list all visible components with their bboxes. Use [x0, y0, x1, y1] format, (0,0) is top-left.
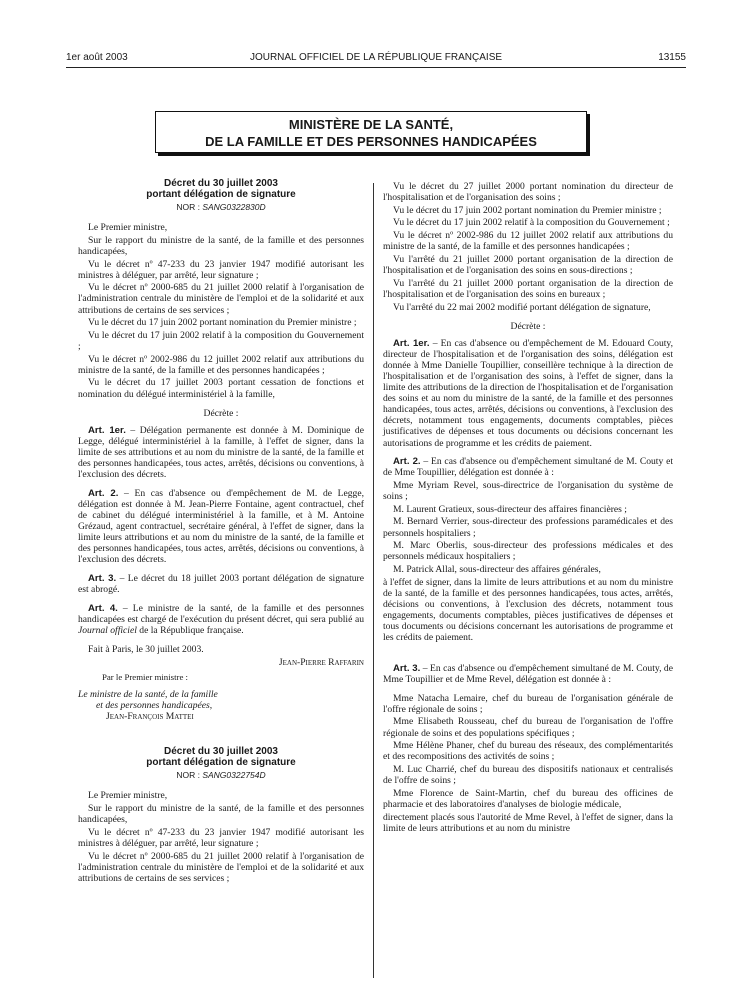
article	[383, 338, 673, 449]
delegate: M. Marc Oberlis, sous-directeur des professions médicales et des personnels médicaux hospitaliers ;	[383, 540, 673, 563]
paragraph: Vu le décret du 17 juin 2002 portant nomination du Premier ministre ;	[88, 317, 357, 329]
article-text: – Délégation permanente est donnée à M. Dominique de Legge, délégué interministériel à la famille, à l'effet de signer, dans la limite de ses attributions et au nom du ministre de la santé, de la famille et des personnes handicapées, tous actes, arrêtés, décisions ou conventions, à l'exclusion des décrets.	[78, 424, 364, 481]
par-le-premier-ministre: Par le Premier ministre :	[102, 671, 188, 682]
article-text: – En cas d'absence ou d'empêchement simultané de M. Couty, de Mme Toupillier et de Mme Revel, délégation est donnée à :	[383, 662, 673, 685]
article-text: de la République française.	[136, 625, 244, 637]
article-text: – En cas d'absence ou d'empêchement de M. Edouard Couty, directeur de l'hospitalisation et de l'organisation des soins, délégation est donnée à Mme Danielle Toupillier, conseillère technique à la direction de l'hospitalisation et de l'organisation des soins, à l'effet de signer, dans la limite des attributions de la direction de l'hospitalisation et de l'organisation des soins et au nom du ministre de la santé, de la famille et des personnes handicapées, tous actes, arrêtés, décisions ou conventions, à l'exclusion des décrets, notamment tous engagements, documents comptables, pièces justificatives de dépenses et tous documents ou décisions concernant les autorisations de programme et les crédits de paiement.	[383, 337, 673, 449]
article-label: Art. 2.	[88, 487, 119, 499]
paragraph: Vu l'arrêté du 21 juillet 2000 portant organisation de la direction de l'hospitalisation et de l'organisation des soins en bureaux ;	[383, 277, 673, 300]
done-at: Fait à Paris, le 30 juillet 2003.	[88, 643, 204, 655]
article-closing: à l'effet de signer, dans la limite de leurs attributions et au nom du ministre de la santé, de la famille et des personnes handicapées, tous actes, arrêtés, décisions ou conventions, à l'exclusion des décrets, notamment tous engagements, documents comptables, pièces justificatives de dépenses et tous documents ou décisions concernant les autorisations de programme et les crédits de paiement.	[383, 576, 673, 644]
article	[383, 456, 673, 478]
article-label: Art. 1er.	[393, 337, 430, 349]
paragraph: Vu le décret nº 2002-986 du 12 juillet 2002 relatif aux attributions du ministre de la santé, de la famille et des personnes handicapées ;	[78, 353, 364, 376]
nor-label: NOR :	[176, 202, 200, 212]
delegate: M. Laurent Gratieux, sous-directeur des affaires financières ;	[393, 503, 627, 515]
decree-1-title-line-2: portant délégation de signature	[146, 189, 296, 200]
decree-2-title	[78, 746, 364, 768]
paragraph: Vu le décret du 17 juin 2002 relatif à la composition du Gouvernement ;	[393, 217, 670, 229]
decree-1-nor	[78, 202, 364, 213]
paragraph: Vu le décret du 17 juin 2002 portant nomination du Premier ministre ;	[393, 204, 662, 216]
signatory-name: Jean-Pierre Raffarin	[278, 656, 364, 668]
paragraph: Vu l'arrêté du 22 mai 2002 modifié portant délégation de signature,	[393, 301, 651, 313]
paragraph: Vu le décret nº 2000-685 du 21 juillet 2000 relatif à l'organisation de l'administration centrale du ministère de l'emploi et de la solidarité et aux attributions de certains de ses services ;	[78, 282, 364, 316]
decree-1-decrete: Décrète :	[203, 407, 239, 419]
paragraph: Vu le décret nº 2000-685 du 21 juillet 2000 relatif à l'organisation de l'administration centrale du ministère de l'emploi et de la solidarité et aux attributions de certains de ses services ;	[78, 850, 364, 884]
paragraph: Vu le décret nº 2002-986 du 12 juillet 2002 relatif aux attributions du ministre de la santé, de la famille et des personnes handicapées ;	[383, 230, 673, 253]
minister-line-2: et des personnes handicapées,	[96, 700, 213, 712]
paragraph: Vu le décret nº 47-233 du 23 janvier 1947 modifié autorisant les ministres à déléguer, par arrêté, leur signature ;	[78, 826, 364, 849]
article	[78, 573, 364, 595]
delegate: Mme Elisabeth Rousseau, chef du bureau de l'organisation de l'offre régionale de soins et des populations spécifiques ;	[383, 716, 673, 739]
paragraph: Sur le rapport du ministre de la santé, de la famille et des personnes handicapées,	[78, 803, 364, 826]
nor-code: SANG0322754D	[202, 770, 266, 781]
paragraph: Vu l'arrêté du 21 juillet 2000 portant organisation de la direction de l'hospitalisation et de l'organisation des soins en sous-directions ;	[383, 253, 673, 277]
article	[78, 425, 364, 480]
nor-code: SANG0322830D	[202, 202, 266, 212]
paragraph: Vu le décret du 17 juillet 2003 portant cessation de fonctions et nomination du délégué interministériel à la famille,	[78, 377, 364, 400]
header-rule	[66, 67, 686, 68]
decree-2-title-line-1: Décret du 30 juillet 2003	[164, 746, 278, 758]
article	[383, 663, 673, 685]
article-text: – Le ministre de la santé, de la famille et des personnes handicapées est chargé de l'exécution du présent décret, qui sera publié au	[78, 602, 364, 625]
journal-officiel-ref: Journal officiel	[78, 625, 137, 637]
article	[78, 488, 364, 566]
delegate: M. Luc Charrié, chef du bureau des dispositifs nationaux et centralisés de l'offre de soins ;	[383, 764, 673, 787]
ministry-line-2: DE LA FAMILLE ET DES PERSONNES HANDICAPÉES	[205, 134, 537, 149]
column-divider	[373, 183, 374, 978]
article-closing: directement placés sous l'autorité de Mme Revel, à l'effet de signer, dans la limite de leurs attributions et au nom du ministre	[383, 811, 673, 834]
article-label: Art. 4.	[88, 602, 118, 614]
decree-2-decrete: Décrète :	[510, 320, 546, 332]
decree-2-title-line-2: portant délégation de signature	[146, 757, 296, 769]
article-label: Art. 3.	[393, 662, 421, 674]
article-label: Art. 2.	[393, 456, 421, 468]
paragraph: Vu le décret nº 47-233 du 23 janvier 1947 modifié autorisant les ministres à déléguer, par arrêté, leur signature ;	[78, 258, 364, 281]
right-column	[383, 181, 673, 835]
article-label: Art. 1er.	[88, 424, 126, 436]
article-text: – En cas d'absence ou d'empêchement simultané de M. Couty et de Mme Toupillier, délégation est donnée à :	[383, 456, 673, 479]
delegate: M. Bernard Verrier, sous-directeur des professions paramédicales et des personnels hospitaliers ;	[383, 516, 673, 539]
left-column	[78, 178, 364, 886]
minister-name: Jean-François Mattei	[106, 711, 194, 723]
delegate: Mme Natacha Lemaire, chef du bureau de l'organisation générale de l'offre régionale de soins ;	[383, 692, 673, 715]
article-text: – Le décret du 18 juillet 2003 portant délégation de signature est abrogé.	[78, 573, 364, 596]
delegate: Mme Hélène Phaner, chef du bureau des réseaux, des complémentarités et des recompositions des activités de soins ;	[383, 740, 673, 763]
page-number: 13155	[658, 52, 686, 63]
delegate: Mme Myriam Revel, sous-directrice de l'organisation du système de soins ;	[383, 480, 673, 503]
delegate: M. Patrick Allal, sous-directeur des affaires générales,	[393, 564, 601, 576]
ministry-line-1: MINISTÈRE DE LA SANTÉ,	[288, 117, 454, 132]
issue-date: 1er août 2003	[66, 52, 128, 63]
nor-label: NOR :	[176, 770, 200, 781]
article	[78, 603, 364, 636]
minister-line-1: Le ministre de la santé, de la famille	[78, 689, 218, 700]
paragraph: Le Premier ministre,	[88, 790, 168, 802]
decree-1-title	[78, 178, 364, 200]
page-header	[66, 50, 686, 66]
article-text: – En cas d'absence ou d'empêchement de M. de Legge, délégation est donnée à M. Jean-Pierre Fontaine, agent contractuel, chef de cabinet du délégué interministériel à la famille, et à M. Antoine Grézaud, agent contractuel, secrétaire général, à l'effet de signer, dans la limite leurs attributions et au nom du ministre de la santé, de la famille et des personnes handicapées, tous actes, arrêtés, décisions ou conventions, à l'exclusion des décrets.	[78, 487, 364, 566]
decree-1-title-line-1: Décret du 30 juillet 2003	[164, 178, 278, 189]
paragraph: Vu le décret du 17 juin 2002 relatif à la composition du Gouvernement ;	[78, 329, 364, 352]
journal-title: JOURNAL OFFICIEL DE LA RÉPUBLIQUE FRANÇAISE	[249, 52, 503, 63]
paragraph: Sur le rapport du ministre de la santé, de la famille et des personnes handicapées,	[78, 234, 364, 257]
paragraph: Le Premier ministre,	[88, 222, 168, 234]
article-label: Art. 3.	[88, 573, 117, 585]
paragraph: Vu le décret du 27 juillet 2000 portant nomination du directeur de l'hospitalisation et de l'organisation des soins ;	[383, 181, 673, 204]
ministry-box	[155, 111, 587, 153]
delegate: Mme Florence de Saint-Martin, chef du bureau des officines de pharmacie et des laboratoires d'analyses de biologie médicale,	[383, 787, 673, 810]
decree-2-nor	[78, 770, 364, 781]
